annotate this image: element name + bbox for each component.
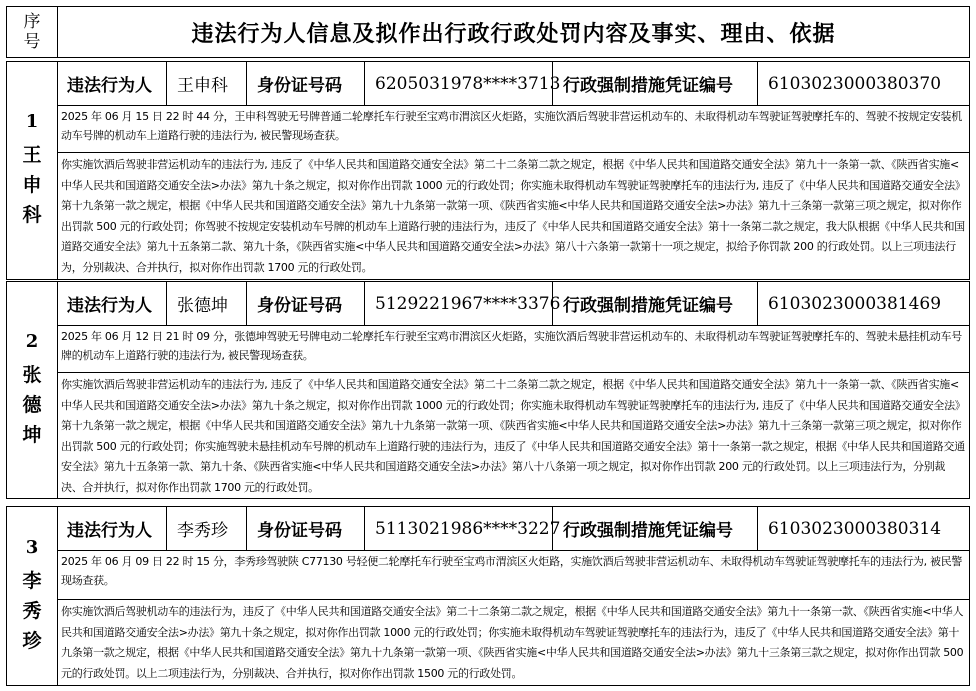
record-1-number: 1 (25, 111, 39, 132)
record-1-index (7, 62, 58, 279)
record-2-name-char-3: 坤 (22, 423, 42, 446)
record-3 (6, 506, 970, 686)
person-name: 张德坤 (167, 282, 247, 325)
record-2-index (7, 282, 58, 498)
record-1-basis: 你实施饮酒后驾驶非营运机动车的违法行为, 违反了《中华人民共和国道路交通安全法》第二十二条第二款之规定，根据《中华人民共和国道路交通安全法》第九十一条第一款、《陕西省实施<中华人民共和国道路交通安全法>办法》第九十条之规定，拟对你作出罚款 1000 元的行政处罚；你实施未取得机动车驾驶证驾驶摩托车的违法行为, 违反了《中华人民共和国道路交通安全法》第十九条第一款之规定，根据《中华人民共和国道路交通安全法》第九十九条第一款第一项、《陕西省实施<中华人民共和国道路交通安全法>办法》第九十三条第一款第三项之规定，拟对你作出罚款 500 元的行政处罚；你驾驶不按规定安装机动车号牌的机动车上道路行驶的违法行为，违反了《中华人民共和国道路交通安全法》第十一条第二款之规定，我大队根据《中华人民共和国道路交通安全法》第九十五条第二款、第九十条，《陕西省实施<中华人民共和国道路交通安全法>办法》第八十六条第一款第十一项之规定，拟给予你罚款 200 的行政处罚。以上三项违法行为，分别裁决、合并执行，拟对你作出罚款 1700 元的行政处罚。 (61, 158, 965, 274)
id-label: 身份证号码 (247, 62, 365, 105)
record-3-name-char-2: 秀 (22, 599, 42, 622)
record-3-index (7, 507, 58, 685)
record-1-info-row (57, 62, 969, 106)
person-label: 违法行为人 (57, 62, 167, 105)
person-name: 王申科 (167, 62, 247, 105)
record-1-name-char-3: 科 (22, 204, 42, 226)
record-1-name-char-1: 王 (22, 144, 42, 166)
record-3-fact: 2025 年 06 月 09 日 22 时 15 分，李秀珍驾驶陕 C77130 号轻便二轮摩托车行驶至宝鸡市渭滨区火炬路，实施饮酒后驾驶非营运机动车、未取得机动车驾驶证驾驶摩托车的违法行为, 被民警现场查获。 (57, 550, 969, 600)
cert-number: 6103023000381469 (768, 293, 942, 314)
id-number: 6205031978****3713 (365, 62, 553, 105)
record-3-name-char-3: 珍 (22, 629, 42, 652)
table-title: 违法行为人信息及拟作出行政行政处罚内容及事实、理由、依据 (191, 20, 836, 47)
cert-label: 行政强制措施凭证编号 (553, 507, 758, 550)
record-2 (6, 281, 970, 499)
cert-label: 行政强制措施凭证编号 (553, 282, 758, 325)
seq-header-line-2: 号 (23, 32, 41, 52)
cert-number: 6103023000380314 (768, 518, 942, 539)
table-header (6, 6, 970, 58)
record-2-info-row (57, 282, 969, 326)
person-name: 李秀珍 (167, 507, 247, 550)
record-1-fact: 2025 年 06 月 15 日 22 时 44 分，王申科驾驶无号牌普通二轮摩托车行驶至宝鸡市渭滨区火炬路，实施饮酒后驾驶非营运机动车的、未取得机动车驾驶证驾驶摩托车的、驾驶不按规定安装机动车号牌的机动车上道路行驶的违法行为, 被民警现场查获。 (57, 105, 969, 153)
record-1 (6, 61, 970, 280)
record-2-fact: 2025 年 06 月 12 日 21 时 09 分，张德坤驾驶无号牌电动二轮摩托车行驶至宝鸡市渭滨区火炬路，实施饮酒后驾驶非营运机动车的、未取得机动车驾驶证驾驶摩托车的、驾驶未悬挂机动车号牌的机动车上道路行驶的违法行为, 被民警现场查获。 (57, 325, 969, 373)
record-3-name-char-1: 李 (22, 569, 42, 592)
record-2-name-char-2: 德 (22, 393, 42, 416)
record-3-number: 3 (25, 536, 39, 558)
id-number: 5129221967****3376 (365, 282, 553, 325)
id-number: 5113021986****3227 (365, 507, 553, 550)
cert-number: 6103023000380370 (768, 73, 942, 94)
record-3-info-row (57, 507, 969, 551)
seq-header (7, 7, 58, 57)
seq-header-line-1: 序 (23, 12, 41, 32)
record-2-name-char-1: 张 (22, 363, 42, 386)
person-label: 违法行为人 (57, 507, 167, 550)
record-2-number: 2 (25, 330, 39, 352)
id-label: 身份证号码 (247, 282, 365, 325)
record-1-name-char-2: 申 (22, 174, 42, 196)
record-3-basis: 你实施饮酒后驾驶机动车的违法行为，违反了《中华人民共和国道路交通安全法》第二十二条第二款之规定，根据《中华人民共和国道路交通安全法》第九十一条第一款、《陕西省实施<中华人民共和国道路交通安全法>办法》第九十条之规定，拟对你作出罚款 1000 元的行政处罚；你实施未取得机动车驾驶证驾驶摩托车的违法行为，违反了《中华人民共和国道路交通安全法》第十九条第一款之规定，根据《中华人民共和国道路交通安全法》第九十九条第一款第一项、《陕西省实施<中华人民共和国道路交通安全法>办法》第九十三条第三款之规定，拟对你作出罚款 500 元的行政处罚。以上二项违法行为，分别裁决、合并执行，拟对你作出罚款 1500 元的行政处罚。 (61, 605, 964, 680)
cert-label: 行政强制措施凭证编号 (553, 62, 758, 105)
record-2-basis: 你实施饮酒后驾驶非营运机动车的违法行为, 违反了《中华人民共和国道路交通安全法》第二十二条第二款之规定，根据《中华人民共和国道路交通安全法》第九十一条第一款、《陕西省实施<中华人民共和国道路交通安全法>办法》第九十条之规定，拟对你作出罚款 1000 元的行政处罚；你实施未取得机动车驾驶证驾驶摩托车的违法行为, 违反了《中华人民共和国道路交通安全法》第十九条第一款之规定，根据《中华人民共和国道路交通安全法》第九十九条第一款第一项、《陕西省实施<中华人民共和国道路交通安全法>办法》第九十三条第一款第三项之规定，拟对你作出罚款 500 元的行政处罚；你实施驾驶未悬挂机动车号牌的机动车上道路行驶的违法行为，违反了《中华人民共和国道路交通安全法》第十一条第一款之规定，根据《中华人民共和国道路交通安全法》第九十五条第一款、第九十条、《陕西省实施<中华人民共和国道路交通安全法>办法》第八十八条第一项之规定，拟对你作出罚款 200 元的行政处罚。以上三项违法行为，分别裁决、合并执行，拟对你作出罚款 1700 元的行政处罚。 (61, 378, 965, 494)
penalty-table (6, 6, 970, 686)
id-label: 身份证号码 (247, 507, 365, 550)
person-label: 违法行为人 (57, 282, 167, 325)
